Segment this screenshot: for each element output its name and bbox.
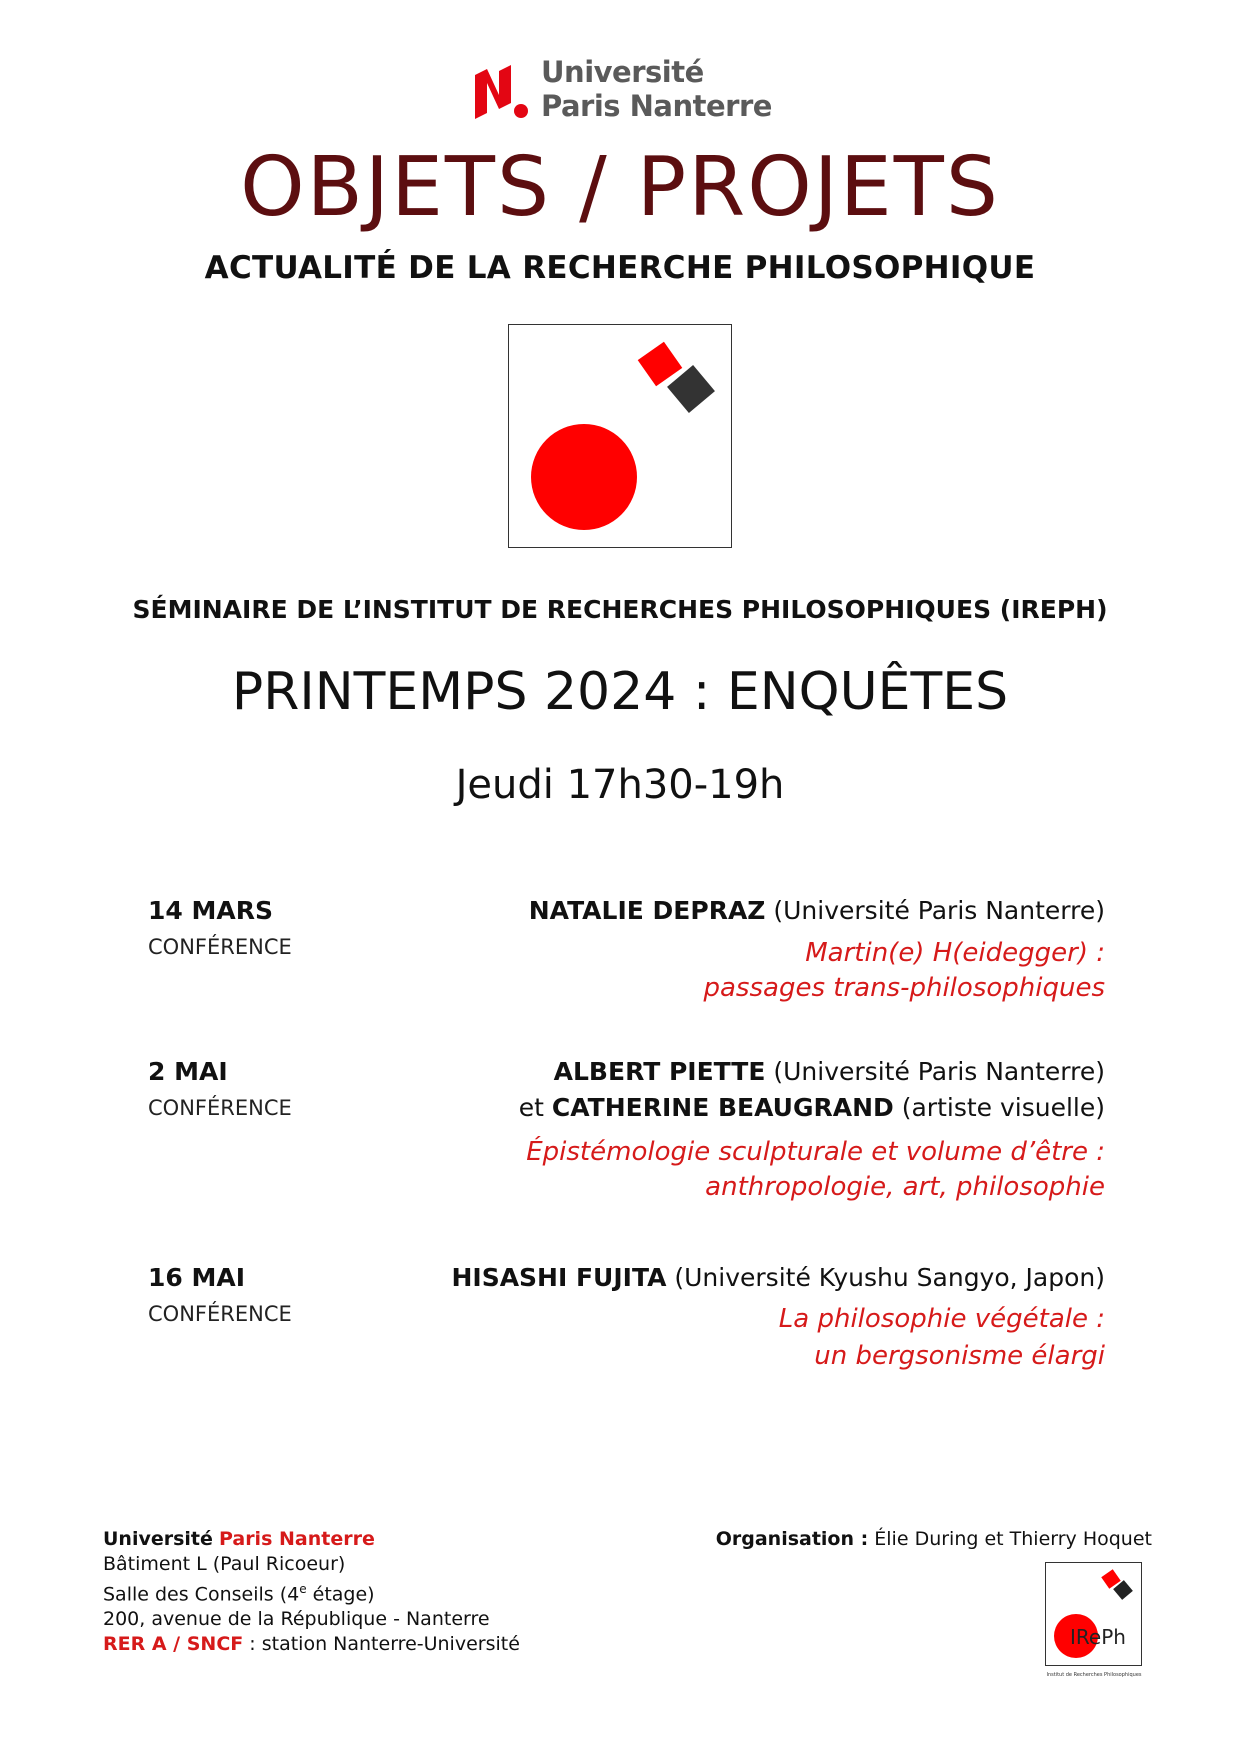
organisation-info bbox=[716, 1527, 1152, 1552]
event-type: CONFÉRENCE bbox=[148, 1096, 292, 1120]
event-title-line: anthropologie, art, philosophie bbox=[705, 1172, 1105, 1202]
speaker-prefix: et bbox=[518, 1093, 552, 1122]
schedule-time: Jeudi 17h30-19h bbox=[455, 762, 785, 808]
speaker-affiliation: (Université Kyushu Sangyo, Japon) bbox=[666, 1263, 1105, 1292]
venue-room bbox=[103, 1577, 520, 1607]
organisers: Élie During et Thierry Hoquet bbox=[868, 1528, 1152, 1550]
venue-address: 200, avenue de la République - Nanterre bbox=[103, 1608, 490, 1631]
speaker-name: NATALIE DEPRAZ bbox=[528, 896, 766, 925]
ireph-logo-text: IRePh bbox=[1070, 1625, 1126, 1649]
event-speaker bbox=[554, 1055, 1105, 1089]
event-speaker bbox=[529, 894, 1105, 928]
venue-room-b: étage) bbox=[306, 1583, 375, 1606]
logo-text bbox=[541, 55, 772, 123]
speaker-affiliation: (Université Paris Nanterre) bbox=[765, 1057, 1105, 1086]
event-title-line: La philosophie végétale : bbox=[778, 1304, 1105, 1334]
event-type: CONFÉRENCE bbox=[148, 935, 292, 959]
speaker-affiliation: (Université Paris Nanterre) bbox=[765, 896, 1105, 925]
event-title-line: un bergsonisme élargi bbox=[814, 1341, 1105, 1371]
venue-building: Bâtiment L (Paul Ricoeur) bbox=[103, 1553, 346, 1575]
speaker-affiliation: (artiste visuelle) bbox=[893, 1093, 1105, 1122]
university-logo bbox=[475, 55, 775, 125]
transport-text: : station Nanterre-Université bbox=[243, 1633, 520, 1656]
event-title-line: Épistémologie sculpturale et volume d’être : bbox=[526, 1137, 1105, 1167]
seminar-artwork bbox=[508, 324, 732, 548]
event-date: 2 MAI bbox=[148, 1057, 228, 1086]
transport-label: RER A / SNCF bbox=[103, 1633, 244, 1656]
nanterre-logo-mark-icon bbox=[475, 61, 531, 121]
season-heading: PRINTEMPS 2024 : ENQUÊTES bbox=[231, 662, 1009, 722]
event-speaker bbox=[519, 1091, 1105, 1125]
event-type: CONFÉRENCE bbox=[148, 1302, 292, 1326]
page-subtitle: ACTUALITÉ DE LA RECHERCHE PHILOSOPHIQUE bbox=[204, 250, 1036, 286]
venue-transport bbox=[103, 1632, 520, 1657]
logo-line-1: Université bbox=[541, 55, 704, 89]
event-date: 16 MAI bbox=[148, 1263, 246, 1292]
organisation-label: Organisation : bbox=[715, 1528, 869, 1550]
page-title: OBJETS / PROJETS bbox=[240, 140, 1000, 235]
suprematist-composition-icon bbox=[509, 325, 730, 546]
event-date: 14 MARS bbox=[148, 896, 273, 925]
venue-university bbox=[103, 1527, 520, 1552]
speaker-name: HISASHI FUJITA bbox=[451, 1263, 667, 1292]
venue-info bbox=[103, 1527, 520, 1657]
event-speaker bbox=[451, 1261, 1105, 1295]
event-title-line: passages trans-philosophiques bbox=[703, 973, 1105, 1003]
venue-room-sup: e bbox=[299, 1582, 307, 1596]
logo-line-2: Paris Nanterre bbox=[541, 89, 772, 123]
speaker-name: ALBERT PIETTE bbox=[553, 1057, 766, 1086]
event-title-line: Martin(e) H(eidegger) : bbox=[805, 938, 1105, 968]
ireph-logo bbox=[1045, 1562, 1142, 1666]
seminar-heading: SÉMINAIRE DE L’INSTITUT DE RECHERCHES PHILOSOPHIQUES (IREPH) bbox=[132, 595, 1108, 624]
venue-room-a: Salle des Conseils (4 bbox=[103, 1583, 300, 1606]
ireph-caption: Institut de Recherches Philosophiques bbox=[1046, 1672, 1142, 1678]
venue-university-b: Paris Nanterre bbox=[218, 1528, 375, 1550]
venue-university-a: Université bbox=[103, 1528, 213, 1550]
speaker-name: CATHERINE BEAUGRAND bbox=[551, 1093, 894, 1122]
